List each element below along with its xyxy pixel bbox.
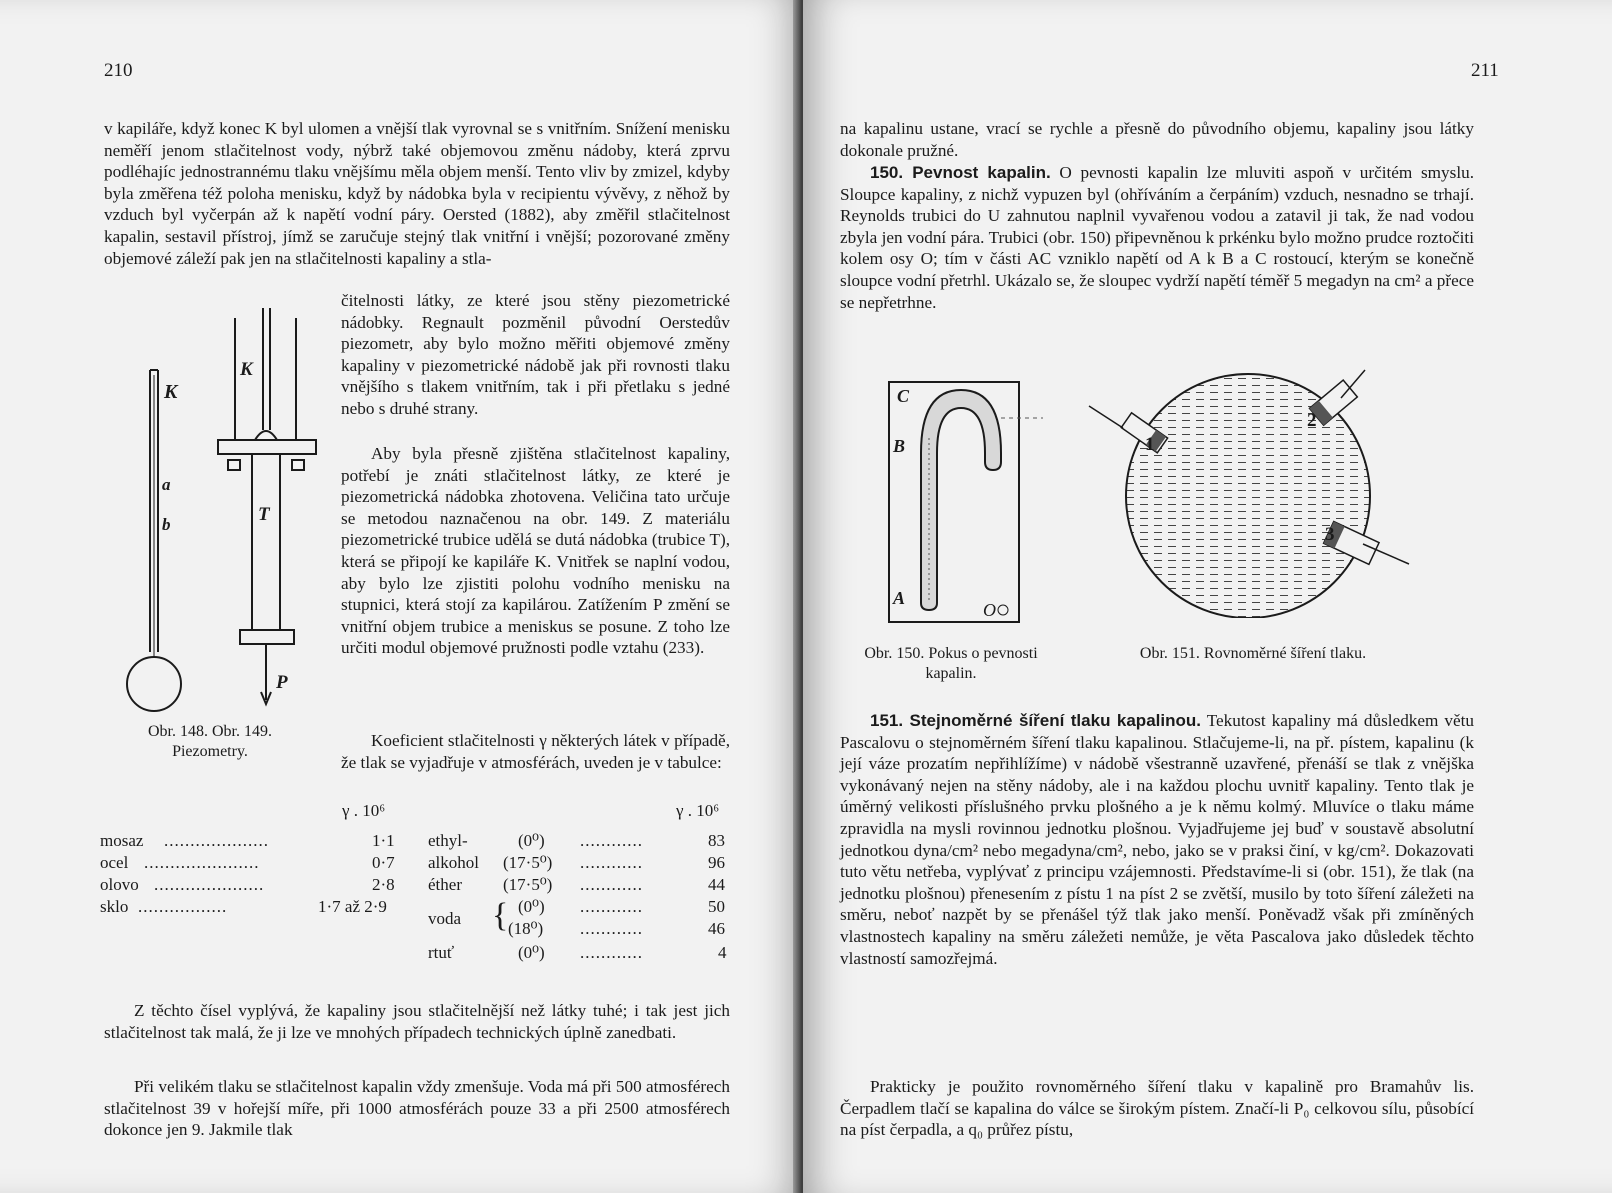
liquid-value: 46 [708,919,725,938]
page-number-left: 210 [104,60,133,81]
left-paragraph-5: Z těchto čísel vyplývá, že kapaliny jsou stlačitelnější než látky tuhé; i tak jest jich stlačitelnost tak malá, že ji lze ve mnohých případech technických úplně zanedbati. [104,1001,730,1042]
fig150-label-c: C [897,386,910,406]
right-paragraph-1: na kapalinu ustane, vrací se rychle a přesně do původního objemu, kapaliny jsou látky dokonale pružné. [840,119,1474,160]
table-header-liquids: γ . 10⁶ [676,801,720,820]
solid-dots: ...................... [144,853,260,872]
table-header-solids: γ . 10⁶ [342,801,386,820]
left-paragraph-1: v kapiláře, když konec K byl ulomen a vnější tlak vyrovnal se s vnitřním. Snížení menisku neměří jenom stlačitelnost vody, nýbrž také objemovou změnu nádoby, která zprvu podléhajíc jednostrannému tlaku vnějšímu měla objem menší. Tento vliv by zmizel, kdyby byla změřena též poloha menisku, když by nádobka byla v recipientu vývěvy, z něhož by vzduch byl vyčerpán až k napětí vodní páry. Oersted (1882), aby změřil stlačitelnost kapalin, sestavil přístroj, jímž se zaručuje stejný tlak vnitřní i vnější; pozorované změny objemové záleží pak jen na stlačitelnosti kapaliny a stla- [104,119,730,268]
liquid-value: 4 [718,943,727,962]
section-151-title: 151. Stejnoměrné šíření tlaku kapalinou. [870,711,1201,730]
fig148-label-a: a [162,475,171,494]
fig150-caption-2: kapalin. [925,665,977,682]
solid-name: mosaz [100,831,144,850]
fig150-caption-1: Obr. 150. Pokus o pevnosti [864,645,1038,662]
liquid-name: ethyl- [428,831,468,850]
solid-value: 1·7 až 2·9 [318,897,387,916]
liquid-dots: ............ [580,919,643,938]
right-page [803,0,1612,1193]
liquid-name: éther [428,875,462,894]
section-150-text: O pevnosti kapalin lze mluviti aspoň v určitém smyslu. Sloupce kapaliny, z nichž vypuzen byl (ohříváním a čerpáním) vzduch, nesnadno se trhají. Reynolds trubici do U zahnutou naplnil vyvařenou vodou a zatavil ji tak, že nad vodou zbyla jen vodní pára. Trubici (obr. 150) připevněnou k prkénku bylo možno prudce roztočiti kolem osy O; tím v části AC vzniklo napětí od A k B a C rostoucí, kterým se konečně sloupce vodní přetrhl. Ukázalo se, že sloupec vydrží napětí téměř 5 megadyn na cm² a přece se nepřetrhne. [840,163,1474,312]
solid-name: sklo [100,897,129,916]
figure-151 [1083,368,1413,618]
liquid-temp: (17·5⁰) [503,853,553,872]
solid-dots: .................... [164,831,269,850]
liquid-dots: ............ [580,897,643,916]
liquid-dots: ............ [580,943,643,962]
liquid-value: 44 [708,875,725,894]
solid-name: olovo [100,875,139,894]
fig149-label-t: T [258,504,270,525]
liquid-dots: ............ [580,853,643,872]
fig151-label-3: 3 [1325,524,1335,545]
page-number-right: 211 [1471,60,1499,81]
figure-148 [127,370,181,711]
liquid-name: alkohol [428,853,479,872]
liquid-name: rtuť [428,943,455,962]
solid-name: ocel [100,853,129,872]
liquid-value: 96 [708,853,725,872]
fig148-149-caption-2: Piezometry. [172,743,248,760]
liquid-temp: (0⁰) [518,831,545,850]
liquid-value: 83 [708,831,725,850]
fig150-label-o: O [983,600,996,620]
liquid-dots: ............ [580,875,643,894]
liquid-dots: ............ [580,831,643,850]
left-paragraph-4: Koeficient stlačitelnosti γ některých látek v případě, že tlak se vyjadřuje v atmosférách, uveden je v tabulce: [341,731,730,772]
brace: { [492,897,509,934]
liquid-value: 50 [708,897,725,916]
fig148-149-caption-1: Obr. 148. Obr. 149. [148,723,272,740]
solid-value: 0·7 [372,853,395,872]
section-151-text: Tekutost kapaliny má důsledkem větu Pascalovu o stejnoměrném šíření tlaku kapalinou. Stlačujeme-li, na př. pístem, kapalinu (k její váze prozatím nepřihlížíme) v nádobě všestranně uzavřené, přenáší se tlak z vnějška vykonávaný nejen na stěny nádoby, ale i na každou plochu uvnitř kapaliny. Tento tlak je úměrný velikosti příslušného prvku plošného a je k němu kolmý. Mluvíce o tlaku máme zpravidla na mysli rovinnou jednotku plošnou. Vyjadřujeme jej buď v soustavě absolutní jednotkou dyna/cm² nebo megadyna/cm², nebo, jako se v praksi činí, v kg/cm². Dokazovati tuto větu netřeba, vyplývať z principu vzájemnosti. Představíme-li si (obr. 151), že tlak (na jednotku plošnou) přenesením z pístu 1 na píst 2 se zvětší, musilo by toto šíření záležeti na směru, neboť nazpět by se přenášel týž tlak jako menší. Poněvadž však při zmíněných vlastnostech kapaliny na směru záležeti nemůže, je věta Pascalova jako důsledek těchto vlastností samozřejmá. [840,711,1474,968]
fig148-label-b: b [162,515,171,534]
solid-value: 2·8 [372,875,395,894]
left-paragraph-3: Aby byla přesně zjištěna stlačitelnost kapaliny, potřebí je znáti stlačitelnost látky, ze které je piezometrická nádobka zhotovena. Veličina tato určuje se metodou naznačenou na obr. 149. Z materiálu piezometrické trubice udělá se dutá nádobka (trubice T), která se připojí ke kapiláře K. Vnitřek se naplní vodou, aby bylo lze zjistiti polohu vodního menisku na stupnici, která stojí za kapilárou. Zatížením P změní se vnitřní objem trubice a meniskus se posune. Z toho lze určiti modul objemové pružnosti podle vztahu (233). [341,444,730,658]
left-paragraph-6: Při velikém tlaku se stlačitelnost kapalin vždy zmenšuje. Voda má při 500 atmosférech stlačitelnost 39 v hořejší míře, při 1000 atmosférách pouze 33 a při 2500 atmosférech dokonce jen 9. Jakmile tlak [104,1077,730,1140]
left-paragraph-2: čitelnosti látky, ze které jsou stěny piezometrické nádobky. Regnault pozměnil původní Oerstedův piezometr, aby bylo možno měřiti objemové změny kapaliny v piezometrické nádobě jak při rovnosti tlaku vnějšího s tlakem vnitřním, tak i při přetlaku s jedné nebo s druhé strany. [341,291,730,418]
section-150-title: 150. Pevnost kapalin. [870,163,1051,182]
fig150-label-a: A [893,588,906,608]
fig148-label-k: K [164,381,178,403]
fig151-label-1: 1 [1145,434,1155,455]
fig151-label-2: 2 [1307,410,1317,431]
fig149-label-k: K [240,359,253,380]
figure-150 [883,378,1043,628]
liquid-temp: (0⁰) [518,943,545,962]
section-150 [840,162,1474,313]
liquid-name: voda [428,909,462,928]
piezometer-figures [100,300,335,730]
right-paragraph-last: Prakticky je použito rovnoměrného šíření tlaku v kapalině pro Bramahův lis. Čerpadlem tlačí se kapalina do válce se širokým pístem. Značí-li P₀ celkovou sílu, působící na píst čerpadla, a q₀ průřez pístu, [840,1077,1474,1140]
compressibility-table [100,800,740,970]
liquid-temp: (17·5⁰) [503,875,553,894]
solid-value: 1·1 [372,831,395,850]
fig149-label-p: P [276,672,288,693]
fig150-label-b: B [893,436,906,456]
left-page [0,0,803,1193]
fig151-caption: Obr. 151. Rovnoměrné šíření tlaku. [1139,645,1367,662]
solid-dots: ................. [138,897,228,916]
liquid-temp: (0⁰) [518,897,545,916]
liquid-temp: (18⁰) [508,919,544,938]
section-151 [840,710,1474,969]
solid-dots: ..................... [154,875,265,894]
